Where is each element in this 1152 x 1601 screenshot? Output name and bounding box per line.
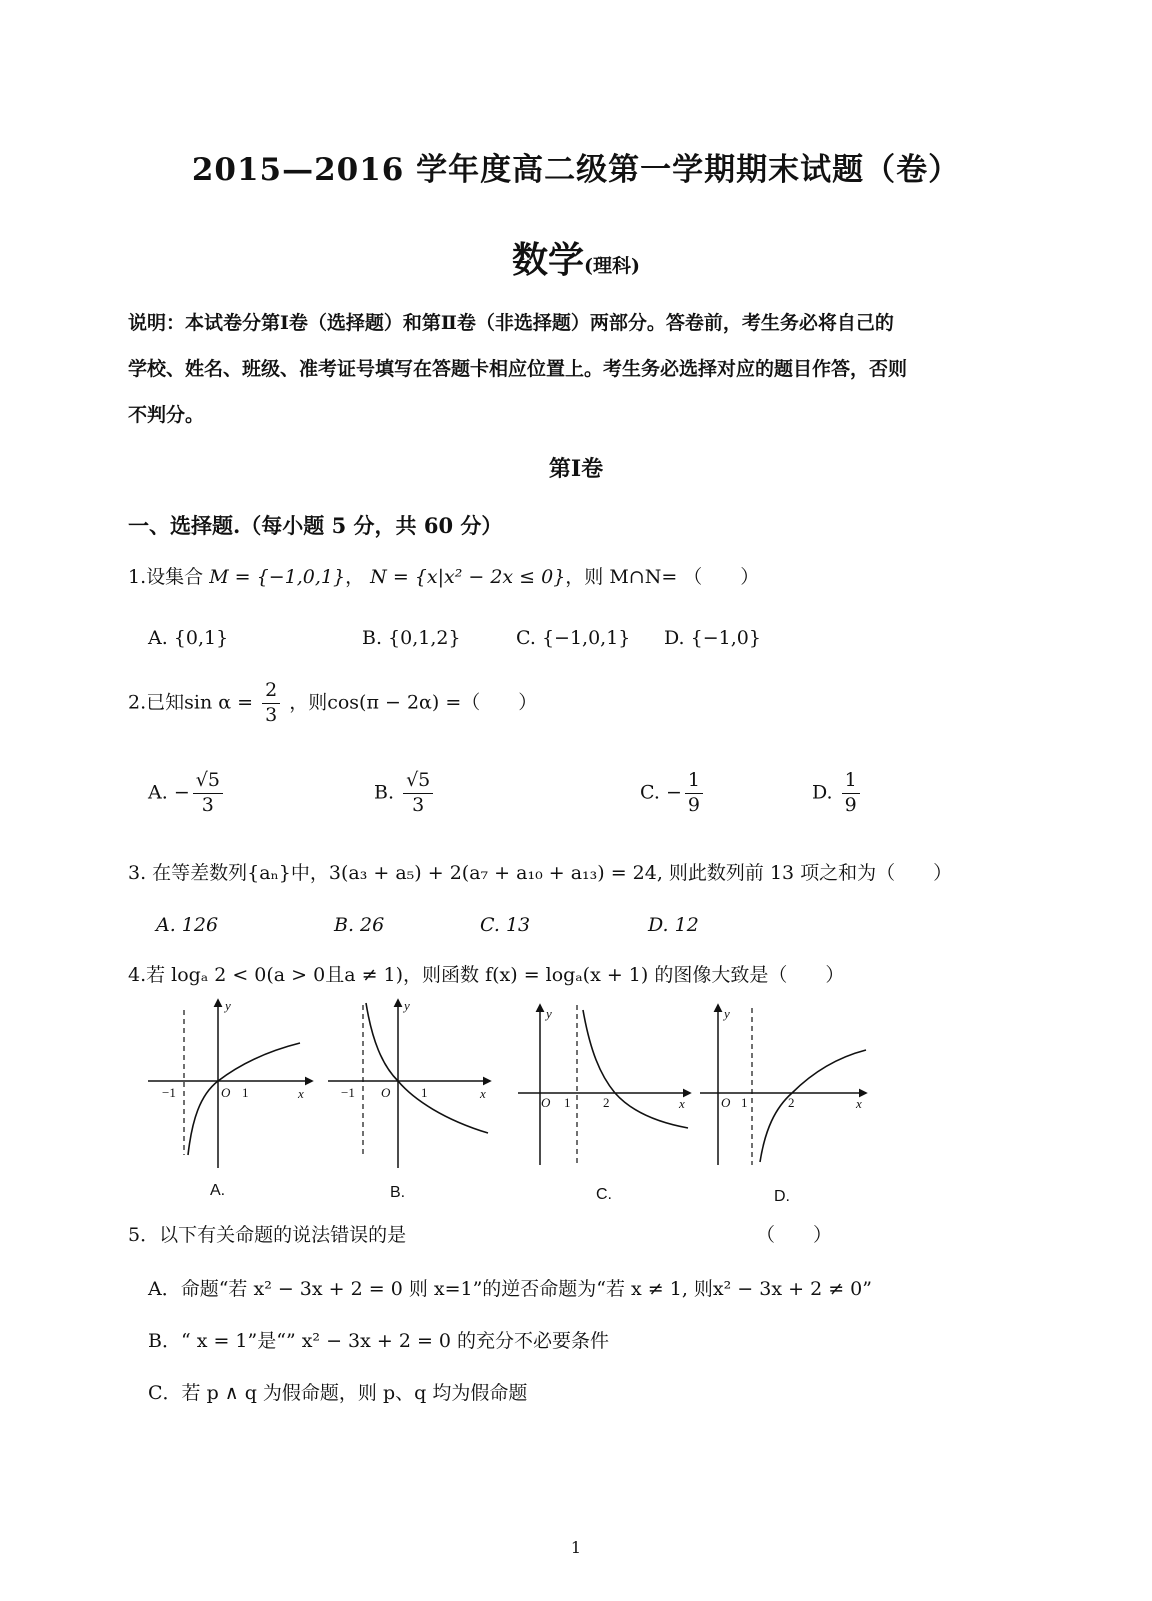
q1-set-m: M = {−1,0,1}: [209, 566, 346, 588]
q1-option-a: A. {0,1}: [148, 627, 229, 649]
q2-option-b-den: 3: [412, 793, 425, 816]
graph-c-label-2: 2: [603, 1095, 610, 1110]
q3-option-a: A. 126: [156, 914, 219, 936]
page-number: 1: [570, 1538, 582, 1557]
q2-prefix: 2.已知sin α =: [128, 691, 254, 714]
graph-b: [328, 1000, 490, 1168]
question-5-stem: 5．以下有关命题的说法错误的是: [128, 1224, 407, 1246]
graph-a-caption: A.: [210, 1182, 226, 1199]
q2-option-d-label: D.: [812, 781, 833, 804]
q1-stem-tail: ，则 M∩N= （ ）: [565, 566, 760, 588]
q2-option-d-den: 9: [844, 793, 857, 816]
graph-d-caption: D.: [774, 1188, 790, 1205]
q1-option-b: B. {0,1,2}: [362, 627, 461, 649]
graph-a-x-label: x: [298, 1086, 304, 1101]
graph-c-label-1: 1: [564, 1095, 571, 1110]
graph-d-label-2: 2: [788, 1095, 795, 1110]
q1-set-n: N = {x|x² − 2x ≤ 0}: [370, 566, 566, 588]
q2-option-a-den: 3: [201, 793, 214, 816]
q2-option-b-label: B.: [374, 781, 395, 804]
graph-a-label-1: 1: [242, 1085, 249, 1100]
q1-label: 1.设集合: [128, 566, 204, 588]
graph-c-caption: C.: [596, 1186, 612, 1203]
graph-b-label-neg1: −1: [341, 1085, 355, 1100]
notes-line-3: 不判分。: [128, 404, 205, 426]
q3-option-d: D. 12: [648, 914, 699, 936]
q2-option-a-num: √5: [193, 770, 223, 794]
q1-option-d: D. {−1,0}: [664, 627, 761, 649]
q1-comma: ，: [345, 566, 365, 588]
section-title: 一、选择题.（每小题 5 分，共 60 分）: [128, 513, 503, 538]
q3-option-b: B. 26: [334, 914, 385, 936]
q2-frac-den: 3: [265, 703, 278, 726]
graph-a-label-origin: O: [221, 1085, 231, 1100]
q5-option-c: C．若 p ∧ q 为假命题，则 p、q 均为假命题: [148, 1382, 528, 1404]
question-4-stem: 4.若 logₐ 2 < 0(a > 0且a ≠ 1)，则函数 f(x) = logₐ(x + 1) 的图像大致是（ ）: [128, 964, 845, 986]
q1-option-c: C. {−1,0,1}: [516, 627, 631, 649]
question-3-stem: 3. 在等差数列{aₙ}中，3(a₃ + a₅) + 2(a₇ + a₁₀ + a₁₃) = 24, 则此数列前 13 项之和为（ ）: [128, 862, 953, 884]
graph-a-label-neg1: −1: [162, 1085, 176, 1100]
q2-option-c-sign: −: [665, 781, 682, 804]
question-5-paren: （ ）: [756, 1224, 833, 1246]
q2-option-d-num: 1: [842, 770, 860, 794]
q2-option-a-label: A.: [148, 781, 168, 804]
q2-frac-num: 2: [262, 680, 280, 704]
graph-b-x-label: x: [480, 1086, 486, 1101]
subject-main: 数学: [512, 239, 585, 281]
q2-option-c-num: 1: [685, 770, 703, 794]
graph-d-label-origin: O: [721, 1095, 731, 1110]
subject-sub: (理科): [584, 255, 640, 277]
graph-b-y-label: y: [404, 998, 410, 1013]
notes-line-2: 学校、姓名、班级、准考证号填写在答题卡相应位置上。考生务必选择对应的题目作答，否则: [128, 358, 908, 380]
q2-option-a-sign: −: [173, 781, 190, 804]
graph-c-y-label: y: [546, 1006, 552, 1021]
graph-d-label-1: 1: [741, 1095, 748, 1110]
graph-c-x-label: x: [679, 1096, 685, 1111]
q5-option-a: A．命题“若 x² − 3x + 2 = 0 则 x=1”的逆否命题为“若 x ≠ 1, 则x² − 3x + 2 ≠ 0”: [148, 1278, 872, 1300]
q2-suffix: ，则cos(π − 2α) =（ ）: [289, 691, 538, 714]
volume-title: 第Ⅰ卷: [548, 456, 604, 482]
graph-a: [148, 1000, 312, 1168]
graph-b-label-origin: O: [381, 1085, 391, 1100]
notes-line-1: 说明：本试卷分第Ⅰ卷（选择题）和第Ⅱ卷（非选择题）两部分。答卷前，考生务必将自己的: [128, 312, 894, 334]
graph-c-label-origin: O: [541, 1095, 551, 1110]
q5-option-b: B．“ x = 1”是“” x² − 3x + 2 = 0 的充分不必要条件: [148, 1330, 610, 1352]
graph-d-x-label: x: [856, 1096, 862, 1111]
q2-option-c-label: C.: [640, 781, 660, 804]
graph-b-caption: B.: [390, 1184, 406, 1201]
q2-option-c-den: 9: [687, 793, 700, 816]
exam-title: 2015—2016 学年度高二级第一学期期末试题（卷）: [191, 152, 961, 188]
graph-a-y-label: y: [225, 998, 231, 1013]
graph-d-y-label: y: [724, 1006, 730, 1021]
q3-option-c: C. 13: [480, 914, 531, 936]
q2-option-b-num: √5: [403, 770, 433, 794]
graph-b-label-1: 1: [421, 1085, 428, 1100]
graph-d: [700, 1005, 866, 1165]
graph-c: [518, 1005, 690, 1165]
